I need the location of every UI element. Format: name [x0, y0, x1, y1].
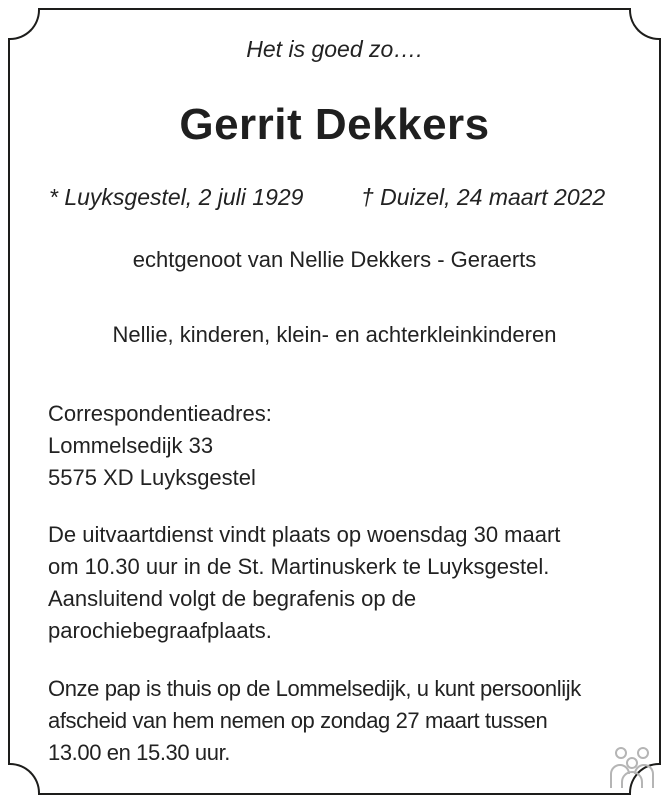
death-info: † Duizel, 24 maart 2022 — [361, 184, 606, 210]
spouse-line: echtgenoot van Nellie Dekkers - Geraerts — [132, 247, 537, 272]
service-line: Aansluitend volgt de begrafenis op de — [48, 586, 417, 611]
service-line: parochiebegraafplaats. — [48, 618, 272, 643]
family-line: Nellie, kinderen, klein- en achterkleinkinderen — [112, 322, 557, 347]
visit-line: 13.00 en 15.30 uur. — [48, 740, 231, 765]
visit-line: afscheid van hem nemen op zondag 27 maart tussen — [48, 708, 548, 733]
address-line: 5575 XD Luyksgestel — [48, 465, 256, 490]
visitation-paragraph — [48, 673, 581, 769]
corner-bottom-left — [8, 763, 40, 795]
visit-line: Onze pap is thuis op de Lommelsedijk, u kunt persoonlijk — [48, 676, 581, 701]
correspondence-address — [48, 398, 272, 494]
people-group-icon — [607, 744, 657, 790]
motto: Het is goed zo…. — [246, 36, 423, 62]
birth-info: * Luyksgestel, 2 juli 1929 — [49, 184, 304, 210]
service-line: om 10.30 uur in de St. Martinuskerk te Luyksgestel. — [48, 554, 550, 579]
funeral-service-paragraph — [48, 519, 560, 647]
service-line: De uitvaartdienst vindt plaats op woensdag 30 maart — [48, 522, 561, 547]
deceased-name: Gerrit Dekkers — [179, 100, 490, 149]
address-line: Lommelsedijk 33 — [48, 433, 214, 458]
address-line: Correspondentieadres: — [48, 401, 272, 426]
